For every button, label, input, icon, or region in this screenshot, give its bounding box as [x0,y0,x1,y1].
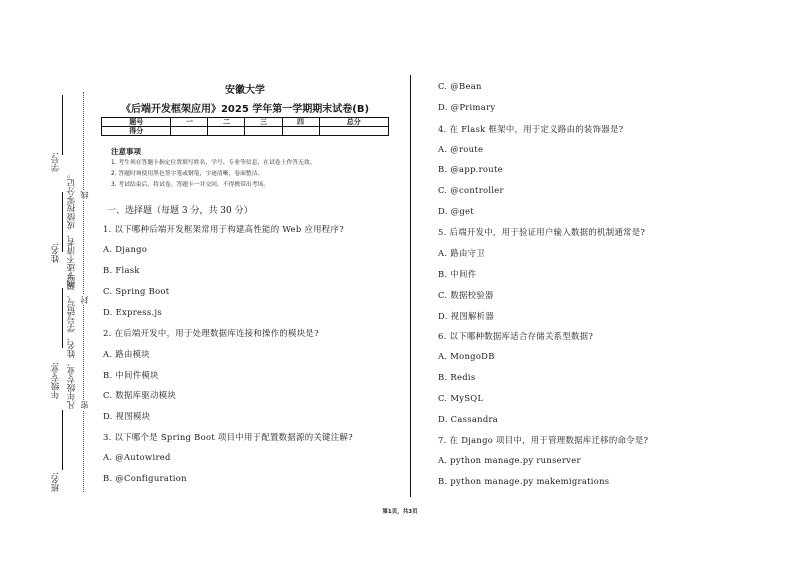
university-name: 安徽大学 [225,85,265,96]
question-line: 5. 后端开发中，用于验证用户输入数据的机制通常是? [438,227,646,237]
score-cell [245,127,282,136]
option-line: B. @app.route [438,164,503,174]
score-table-header-row [102,118,389,127]
score-cell [171,127,208,136]
score-header-cell: 二 [208,118,245,127]
score-header-cell: 三 [245,118,282,127]
score-table-score-row [102,127,389,136]
option-line: D. 视图模块 [103,411,151,421]
option-line: D. @get [438,206,474,216]
option-line: C. Spring Boot [103,286,170,296]
option-line: A. MongoDB [438,351,495,361]
score-header-cell: 四 [282,118,319,127]
question-line: 1. 以下哪种后端开发框架常用于构建高性能的 Web 应用程序? [103,224,344,234]
option-line: A. @Autowired [103,452,171,462]
notice-item: 2. 答题时须使用黑色签字笔或钢笔，字迹清晰，卷面整洁。 [111,171,264,177]
option-line: C. 数据库驱动模块 [103,390,177,400]
option-line: C. MySQL [438,393,484,403]
score-table [101,117,389,136]
option-line: B. 中间件模块 [103,370,159,380]
option-line: B. @Configuration [103,473,187,483]
class-name-line [62,410,63,470]
option-line: B. Flask [103,265,140,275]
binding-warning-2: 或字迹不清者，成绩按零分记。 [67,170,77,289]
question-line: 2. 在后端开发中，用于处理数据库连接和操作的模块是? [103,328,319,338]
option-line: D. 视图解析器 [438,311,495,321]
option-line: C. 数据校验器 [438,290,494,300]
class-name-label: 班名: [51,472,61,492]
option-line: C. @controller [438,185,504,195]
student-id-line [62,95,63,155]
student-id-label: 学号: [51,152,61,172]
option-line: D. Cassandra [438,414,499,424]
score-header-cell: 总分 [319,118,388,127]
seal-mi: 密 [80,401,89,409]
notice-item: 1. 考生须在答题卡指定位置填写姓名、学号、专业等信息，在试卷上作答无效。 [111,160,316,166]
seal-xian: 线 [80,191,89,199]
option-line: B. Redis [438,372,476,382]
name-label: 姓名: [51,243,61,263]
question-line: 6. 以下哪种数据库适合存储关系型数据? [438,331,594,341]
score-header-cell: 题号 [102,118,171,127]
score-cell [319,127,388,136]
column-divider [410,75,411,497]
option-line: C. @Bean [438,81,482,91]
option-line: B. python manage.py makemigrations [438,476,610,486]
grade-major-label: 年级专业: [51,362,61,399]
name-line [62,192,63,252]
question-line: 4. 在 Flask 框架中，用于定义路由的装饰器是? [438,124,624,134]
seal-feng: 封 [80,296,89,304]
option-line: A. @route [438,144,484,154]
option-line: A. python manage.py runserver [438,455,581,465]
notice-item: 3. 考试结束后，将试卷、答题卡一并交回，不得携带出考场。 [111,182,270,188]
option-line: D. @Primary [438,102,496,112]
question-line: 7. 在 Django 项目中，用于管理数据库迁移的命令是? [438,435,649,445]
score-header-cell: 一 [171,118,208,127]
option-line: A. Django [103,244,148,254]
section-title: 一、选择题（每题 3 分，共 30 分） [107,206,253,216]
exam-title: 《后端开发框架应用》2025 学年第一学期期末试卷(B) [120,104,370,115]
option-line: A. 路由模块 [103,349,150,359]
grade-major-line [62,288,63,348]
option-line: B. 中间件 [438,269,477,279]
score-row-label: 得分 [102,127,171,136]
option-line: A. 路由守卫 [438,248,485,258]
page-number: 第1页，共3页 [382,509,418,515]
seal-dotted-line [83,92,84,492]
score-cell [208,127,245,136]
binding-warning-1: 凡年级专业、姓名、学号错写、漏写 [67,273,77,409]
question-line: 3. 以下哪个是 Spring Boot 项目中用于配置数据源的关键注解? [103,432,353,442]
score-cell [282,127,319,136]
option-line: D. Express.js [103,307,162,317]
notice-title: 注意事项 [111,147,141,156]
